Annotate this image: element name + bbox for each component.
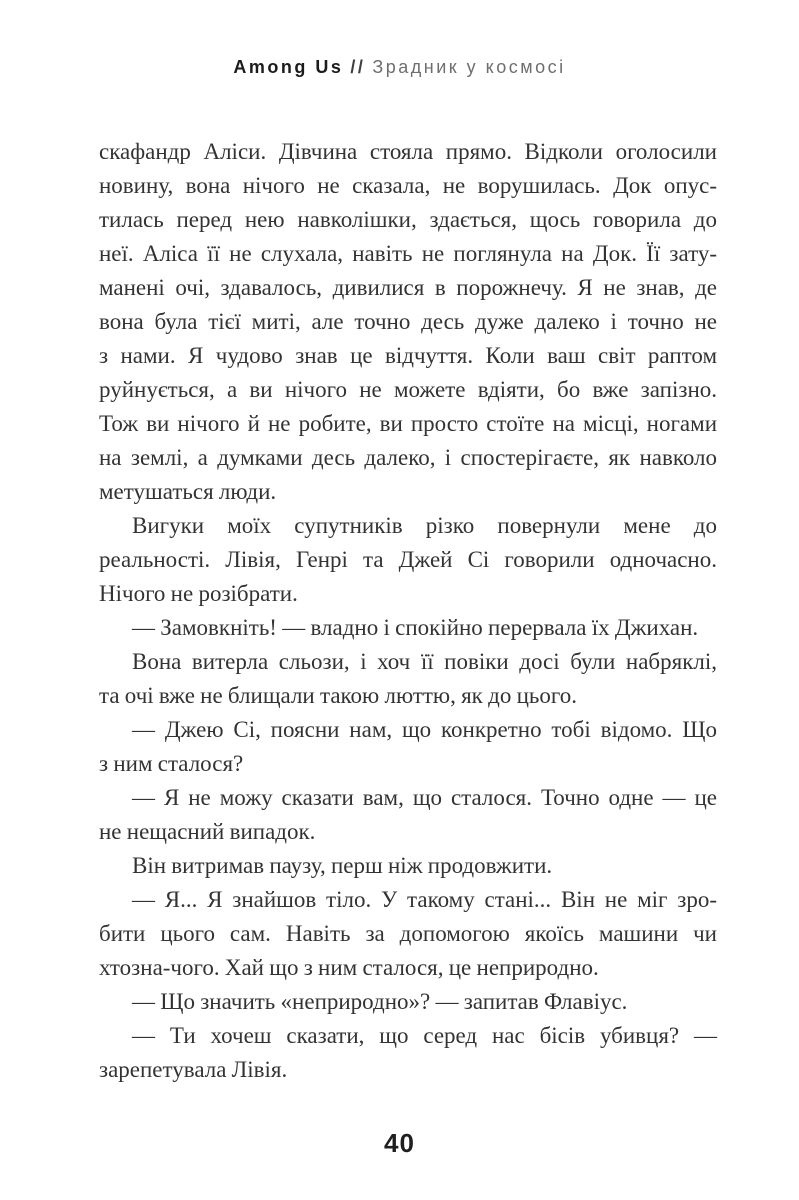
text-line: та очі вже не блищали такою люттю, як до цього. — [99, 683, 577, 708]
text-line: тилась перед нею навколішки, здається, щось говорила до — [99, 207, 717, 232]
text-line: неї. Аліса її не слухала, навіть не поглянула на Док. Її зату- — [99, 241, 717, 266]
text-line: хтозна-чого. Хай що з ним сталося, це неприродно. — [99, 955, 599, 980]
header-title: Зрадник у космосі — [372, 57, 566, 77]
text-line: на землі, а думками десь далеко, і спостерігаєте, як навколо — [99, 445, 717, 470]
text-line: зарепетувала Лівія. — [99, 1057, 288, 1082]
text-line: Вона витерла сльози, і хоч її повіки досі були набряклі, — [132, 649, 717, 674]
text-line: манені очі, здавалось, дивилися в порожнечу. Я не знав, де — [99, 275, 717, 300]
body-text — [99, 135, 717, 1087]
text-line: — Ти хочеш сказати, що серед нас бісів убивця? — — [132, 1023, 717, 1048]
text-line: вона була тієї миті, але точно десь дуже далеко і точно не — [99, 309, 717, 334]
header-separator: // — [350, 57, 366, 77]
text-line: новину, вона нічого не сказала, не ворушилась. Док опус- — [99, 173, 717, 198]
text-line: з нами. Я чудово знав це відчуття. Коли ваш світ раптом — [99, 343, 717, 368]
text-line: скафандр Аліси. Дівчина стояла прямо. Відколи оголосили — [99, 139, 717, 164]
running-header — [0, 57, 799, 78]
text-line: Тож ви нічого й не робите, ви просто стоїте на місці, ногами — [99, 411, 717, 436]
text-line: Вигуки моїх супутників різко повернули мене до — [132, 513, 717, 538]
text-line: Нічого не розібрати. — [99, 581, 298, 606]
text-line: метушаться люди. — [99, 479, 277, 504]
text-line: з ним сталося? — [99, 751, 244, 776]
text-line: руйнується, а ви нічого не можете вдіяти, бо вже запізно. — [99, 377, 717, 402]
page-number: 40 — [384, 1128, 415, 1158]
text-line: — Замовкніть! — владно і спокійно перервала їх Джихан. — [132, 615, 699, 640]
text-line: — Що значить «неприродно»? — запитав Флавіус. — [132, 989, 628, 1014]
text-line: не нещасний випадок. — [99, 819, 316, 844]
text-line: — Я... Я знайшов тіло. У такому стані... Він не міг зро- — [132, 887, 717, 912]
text-line: бити цього сам. Навіть за допомогою якоїсь машини чи — [99, 921, 717, 946]
text-line: Він витримав паузу, перш ніж продовжити. — [132, 853, 553, 878]
text-line: — Джею Сі, поясни нам, що конкретно тобі відомо. Що — [132, 717, 717, 742]
text-line: — Я не можу сказати вам, що сталося. Точно одне — це — [132, 785, 717, 810]
header-brand: Among Us — [233, 57, 344, 77]
text-line: реальності. Лівія, Генрі та Джей Сі говорили одночасно. — [99, 547, 717, 572]
